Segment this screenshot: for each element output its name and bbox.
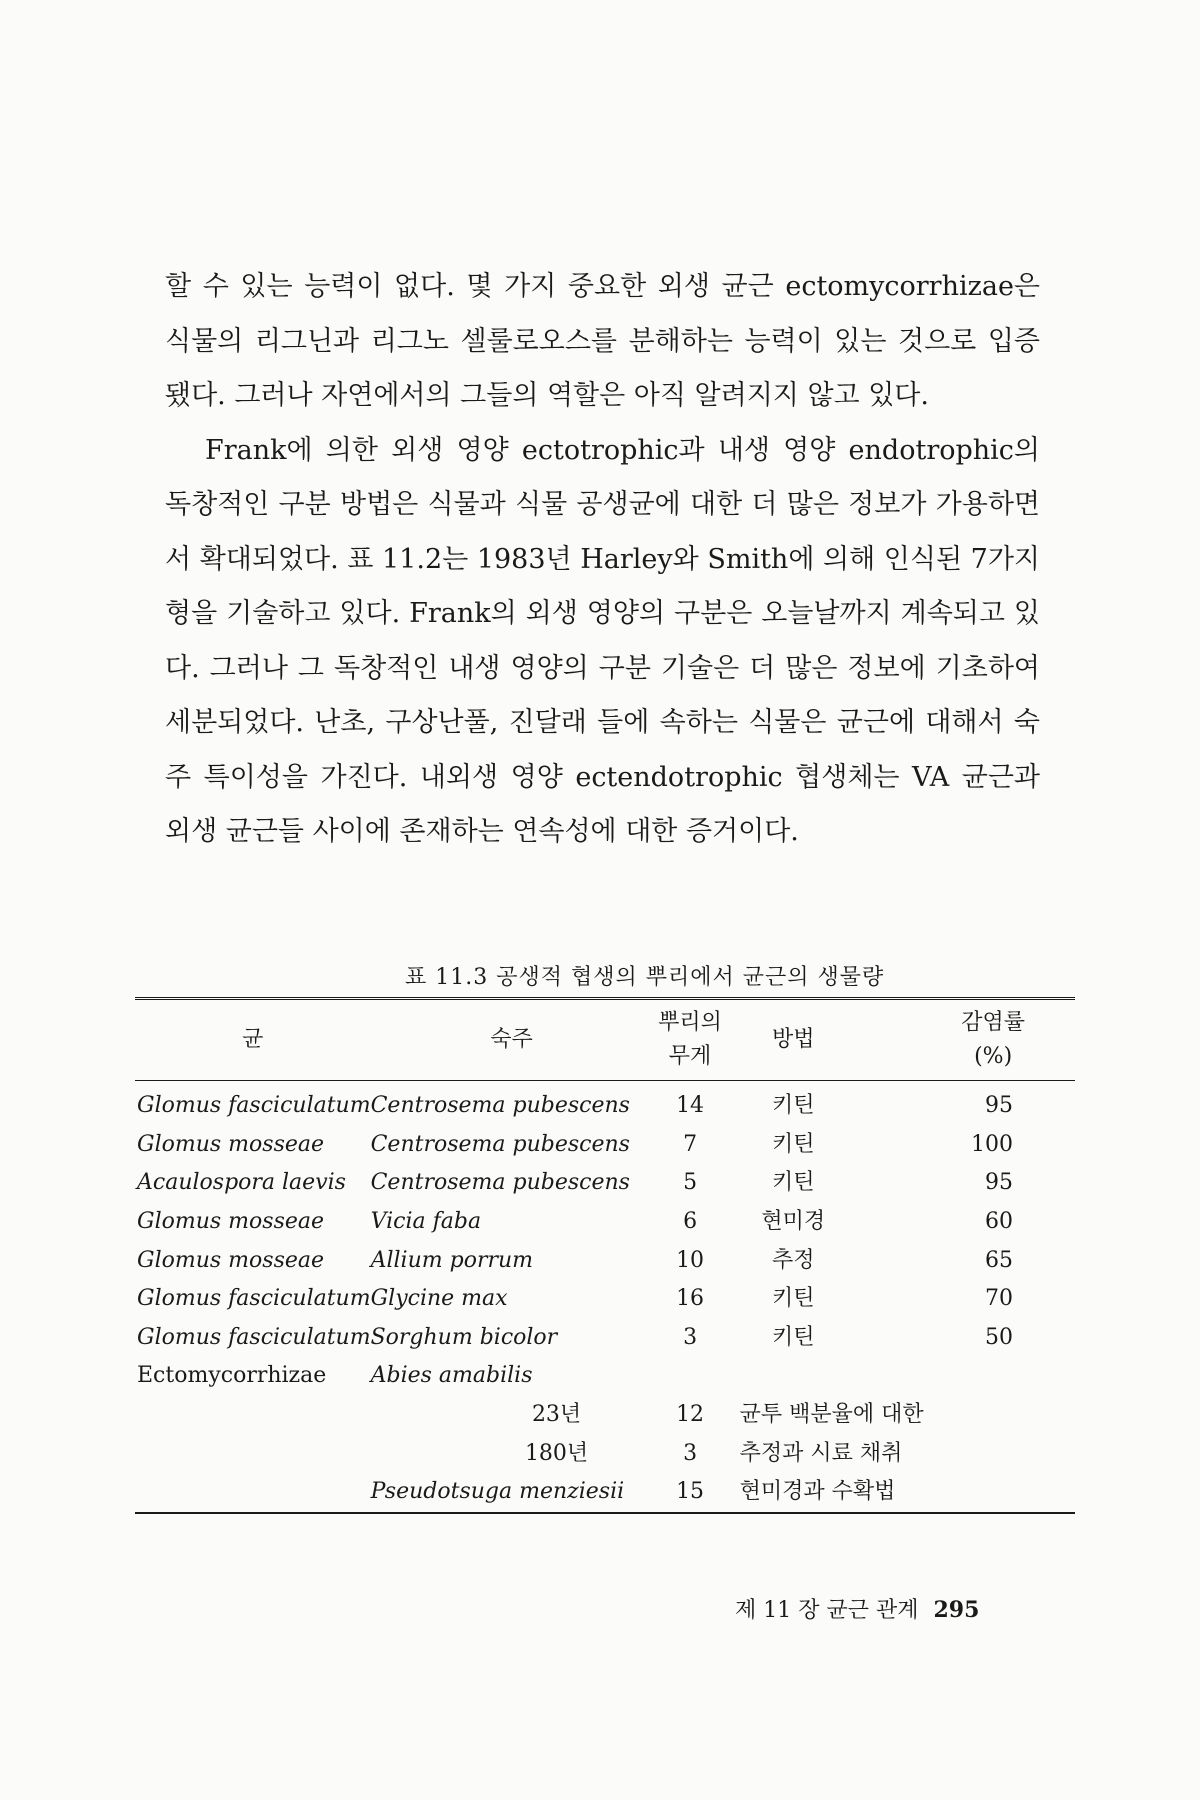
header-method: 방법 [728,1002,859,1081]
cell-weight: 3 [683,1324,698,1350]
cell-rate: 60 [985,1209,1013,1235]
cell-method: 키틴 [772,1286,815,1312]
biomass-table [135,997,1075,1514]
cell-fungus: Glomus fasciculatum [137,1286,371,1312]
table-row [135,1203,1075,1242]
paragraph: Frank에 의한 외생 영양 ectotrophic과 내생 영양 endotrophic의 독창적인 구분 방법은 식물과 식물 공생균에 대한 더 많은 정보가 가용하면서 확대되었다. 표 11.2는 1983년 Harley와 Smith에 의해 인식된 7가지 형을 기술하고 있다. Frank의 외생 영양의 구분은 오늘날까지 계속되고 있다. 그러나 그 독창적인 내생 영양의 구분 기술은 더 많은 정보에 기초하여 세분되었다. 난초, 구상난풀, 진달래 들에 속하는 식물은 균근에 대해서 숙주 특이성을 가진다. 내외생 영양 ectendotrophic 협생체는 VA 균근과 외생 균근들 사이에 존재하는 연속성에 대한 증거이다. [165,434,1040,847]
cell-method: 키틴 [772,1170,815,1196]
cell-rate: 50 [985,1324,1013,1350]
header-root-weight-line2: 무게 [668,1044,712,1069]
cell-host: Centrosema pubescens [370,1093,630,1119]
cell-host: Sorghum bicolor [370,1324,558,1350]
table-row [135,1473,1075,1512]
header-host: 숙주 [371,1002,653,1081]
table-row [135,1434,1075,1473]
cell-fungus: Glomus fasciculatum [137,1093,371,1119]
cell-rate: 70 [985,1286,1013,1312]
cell-weight: 6 [683,1209,698,1235]
table-row [135,1081,1075,1126]
page-footer [735,1593,979,1624]
cell-rate: 65 [985,1247,1013,1273]
page-number: 295 [933,1597,980,1623]
cell-fungus: Acaulospora laevis [137,1170,346,1196]
cell-weight: 7 [683,1131,698,1157]
cell-method: 키틴 [772,1093,815,1119]
cell-method: 현미경 [761,1209,826,1235]
header-fungus: 균 [135,1002,371,1081]
cell-weight: 14 [676,1093,705,1119]
cell-fungus: Glomus mosseae [137,1247,325,1273]
header-root-weight [653,1002,728,1081]
cell-fungus: Glomus fasciculatum [137,1324,371,1350]
cell-weight: 5 [683,1170,698,1196]
table-header-row [135,1002,1075,1081]
cell-stand-age: 23년 [531,1402,582,1428]
cell-weight: 12 [676,1402,705,1428]
cell-fungus: Glomus mosseae [137,1131,325,1157]
table-row [135,1280,1075,1319]
cell-host: Centrosema pubescens [370,1170,630,1196]
header-root-weight-line1: 뿌리의 [658,1010,722,1035]
paragraph: 할 수 있는 능력이 없다. 몇 가지 중요한 외생 균근 ectomycorrhizae은 식물의 리그닌과 리그노 셀룰로오스를 분해하는 능력이 있는 것으로 입증됐다. 그러나 자연에서의 그들의 역할은 아직 알려지지 않고 있다. [165,271,1040,411]
table-row [135,1241,1075,1280]
cell-stand-age: 180년 [524,1440,589,1466]
cell-method-note: 현미경과 수확법 [739,1479,896,1505]
cell-rate: 95 [985,1170,1013,1196]
cell-weight: 3 [683,1440,698,1466]
cell-fungus: Ectomycorrhizae [137,1363,327,1389]
cell-method-note: 추정과 시료 채취 [739,1440,903,1466]
table-row [135,1164,1075,1203]
cell-host: Centrosema pubescens [370,1131,630,1157]
cell-method: 키틴 [772,1324,815,1350]
table-row [135,1357,1075,1396]
cell-host: Allium porrum [370,1247,534,1273]
cell-host: Pseudotsuga menziesii [370,1479,625,1505]
cell-host: Vicia faba [370,1209,482,1235]
cell-host: Glycine max [370,1286,508,1312]
cell-fungus: Glomus mosseae [137,1209,325,1235]
cell-weight: 15 [676,1479,705,1505]
cell-rate: 95 [985,1093,1013,1119]
table-row [135,1396,1075,1435]
table-row [135,1319,1075,1358]
table-caption: 표 11.3 공생적 협생의 뿌리에서 균근의 생물량 [405,965,885,990]
header-infection-rate [859,1002,1075,1081]
table-row [135,1126,1075,1165]
cell-host: Abies amabilis [370,1363,533,1389]
cell-rate: 100 [971,1131,1013,1157]
cell-weight: 16 [676,1286,705,1312]
cell-weight: 10 [676,1247,705,1273]
header-infection-rate-line1: 감염률 [961,1010,1025,1035]
chapter-title: 제 11 장 균근 관계 [735,1598,919,1623]
cell-method: 추정 [772,1247,815,1273]
cell-method-note: 균투 백분율에 대한 [739,1402,924,1428]
header-infection-rate-line2: (%) [974,1044,1013,1069]
body-text [165,260,1040,860]
cell-method: 키틴 [772,1131,815,1157]
